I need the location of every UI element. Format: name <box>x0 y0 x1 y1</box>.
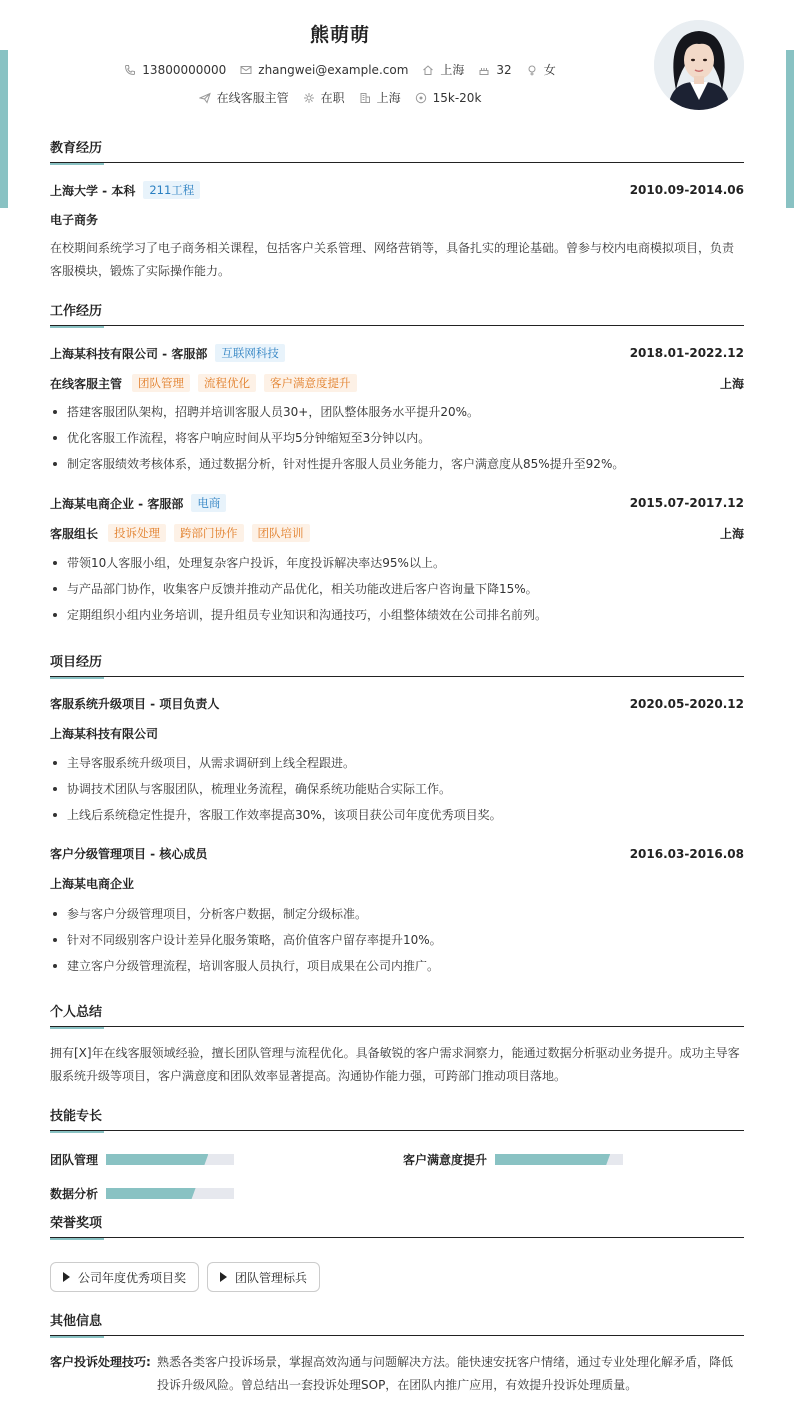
skills-title: 技能专长 <box>50 1109 103 1124</box>
education-heading <box>50 140 744 163</box>
gender-text: 女 <box>543 63 556 77</box>
job-date: 2018.01-2022.12 <box>629 346 744 360</box>
education-header-row <box>50 181 744 199</box>
major-name: 电子商务 <box>50 213 99 227</box>
other-title: 其他信息 <box>50 1314 103 1329</box>
job-location: 上海 <box>719 376 744 391</box>
candidate-name: 熊萌萌 <box>309 24 370 46</box>
skill-level-fill <box>106 1188 196 1199</box>
avatar <box>654 20 744 110</box>
list-item: 与产品部门协作，收集客户反馈并推动产品优化，相关功能改进后客户咨询量下降15%。 <box>50 580 744 606</box>
project-heading <box>50 654 744 677</box>
heading-accent-line <box>50 1336 104 1338</box>
project-company-row <box>50 725 744 742</box>
award-name: 团队管理标兵 <box>235 1270 308 1285</box>
summary-text: 拥有[X]年在线客服领域经验，擅长团队管理与流程优化。具备敏锐的客户需求洞察力，能通过数据分析驱动业务提升。成功主导客服系统升级等项目，客户满意度和团队效率显著提高。沟通协作能力强，可跨部门推动项目落地。 <box>50 1046 740 1083</box>
summary-section <box>50 1004 744 1094</box>
phone-text: 13800000000 <box>142 62 227 77</box>
skill-tag: 投诉处理 <box>108 524 166 542</box>
award-item <box>207 1262 320 1292</box>
skill-level-bar <box>495 1154 623 1165</box>
skills-section <box>50 1108 744 1208</box>
awards-heading <box>50 1215 744 1238</box>
age-icon <box>478 64 490 76</box>
skills-heading <box>50 1108 744 1131</box>
job-intent-row <box>0 89 680 106</box>
target-city-text: 上海 <box>376 91 401 105</box>
list-item: 协调技术团队与客服团队，梳理业务流程，确保系统功能贴合实际工作。 <box>50 780 744 806</box>
skill-level-fill <box>106 1154 208 1165</box>
heading-accent-line <box>50 1027 104 1029</box>
skill-item <box>50 1185 234 1202</box>
company-name: 上海某电商企业 - 客服部 <box>50 496 184 511</box>
award-item <box>50 1262 199 1292</box>
awards-section <box>50 1215 744 1295</box>
skill-level-fill <box>495 1154 610 1165</box>
project-name: 客服系统升级项目 - 项目负责人 <box>50 697 220 711</box>
job-location: 上海 <box>719 526 744 541</box>
project-company: 上海某电商企业 <box>50 877 135 891</box>
position-name: 在线客服主管 <box>50 376 123 391</box>
skill-tag: 流程优化 <box>198 374 256 392</box>
list-item: 带领10人客服小组，处理复杂客户投诉，年度投诉解决率达95%以上。 <box>50 554 744 580</box>
building-icon <box>359 92 371 104</box>
industry-tag: 互联网科技 <box>215 344 285 362</box>
skill-item <box>50 1151 234 1168</box>
project-bullet-list <box>50 754 744 832</box>
info-city <box>422 61 464 78</box>
skill-tag: 跨部门协作 <box>174 524 244 542</box>
mail-icon <box>240 64 252 76</box>
summary-heading <box>50 1004 744 1027</box>
summary-title: 个人总结 <box>50 1005 103 1020</box>
info-status <box>303 89 345 106</box>
other-heading <box>50 1313 744 1336</box>
skill-name: 团队管理 <box>50 1153 99 1167</box>
phone-icon <box>124 64 136 76</box>
info-target-position <box>199 89 289 106</box>
triangle-bullet-icon <box>63 1272 70 1282</box>
project-header-row <box>50 845 744 862</box>
other-info-label: 客户投诉处理技巧: <box>50 1355 151 1369</box>
email-text: zhangwei@example.com <box>258 62 409 77</box>
send-icon <box>199 92 211 104</box>
list-item: 建立客户分级管理流程，培训客服人员执行，项目成果在公司内推广。 <box>50 957 744 983</box>
age-text: 32 <box>496 62 512 77</box>
job-bullet-list <box>50 554 744 632</box>
list-item: 定期组织小组内业务培训，提升组员专业知识和沟通技巧，小组整体绩效在公司排名前列。 <box>50 606 744 632</box>
skill-tag: 团队培训 <box>252 524 310 542</box>
education-description: 在校期间系统学习了电子商务相关课程，包括客户关系管理、网络营销等，具备扎实的理论基础。曾参与校内电商模拟项目，负责客服模块，锻炼了实际操作能力。 <box>50 241 735 278</box>
project-company: 上海某科技有限公司 <box>50 727 159 741</box>
list-item: 搭建客服团队架构，招聘并培训客服人员30+，团队整体服务水平提升20%。 <box>50 403 744 429</box>
job-header-row <box>50 494 744 512</box>
triangle-bullet-icon <box>220 1272 227 1282</box>
skill-level-bar <box>106 1188 234 1199</box>
education-date: 2010.09-2014.06 <box>629 183 744 197</box>
contact-row <box>0 61 680 78</box>
industry-tag: 电商 <box>191 494 226 512</box>
award-name: 公司年度优秀项目奖 <box>78 1270 187 1285</box>
work-section <box>50 303 744 633</box>
info-gender <box>526 61 556 78</box>
job-bullet-list <box>50 403 744 481</box>
other-info-text: 熟悉各类客户投诉场景，掌握高效沟通与问题解决方法。能快速安抚客户情绪，通过专业处理化解矛盾，降低投诉升级风险。曾总结出一套投诉处理SOP，在团队内推广应用，有效提升投诉处理质量。 <box>157 1355 734 1392</box>
list-item: 优化客服工作流程，将客户响应时间从平均5分钟缩短至3分钟以内。 <box>50 429 744 455</box>
info-email <box>240 63 408 77</box>
project-date: 2016.03-2016.08 <box>629 846 744 861</box>
gender-icon <box>526 64 538 76</box>
education-title: 教育经历 <box>50 141 103 156</box>
project-bullet-list <box>50 905 744 983</box>
work-heading <box>50 303 744 326</box>
heading-accent-line <box>50 1238 104 1240</box>
job-header-row <box>50 344 744 362</box>
status-icon <box>303 92 315 104</box>
info-salary <box>415 91 482 105</box>
skill-name: 数据分析 <box>50 1187 99 1201</box>
home-icon <box>422 64 434 76</box>
heading-accent-line <box>50 326 104 328</box>
status-text: 在职 <box>320 91 345 105</box>
school-name: 上海大学 - 本科 <box>50 183 136 198</box>
school-tag: 211工程 <box>143 181 200 199</box>
info-phone <box>124 63 226 77</box>
work-title: 工作经历 <box>50 304 103 319</box>
salary-text: 15k-20k <box>432 90 482 105</box>
company-name: 上海某科技有限公司 - 客服部 <box>50 346 208 361</box>
skill-level-bar <box>106 1154 234 1165</box>
salary-icon <box>415 92 427 104</box>
resume-header <box>0 0 794 120</box>
education-section <box>50 140 744 290</box>
award-list <box>50 1262 744 1294</box>
target-position-text: 在线客服主管 <box>216 91 289 105</box>
project-section <box>50 654 744 984</box>
job-position-row <box>50 524 744 542</box>
project-date: 2020.05-2020.12 <box>629 696 744 711</box>
portrait-photo <box>654 20 744 110</box>
city-text: 上海 <box>440 63 465 77</box>
skill-tag: 客户满意度提升 <box>264 374 357 392</box>
project-title: 项目经历 <box>50 655 103 670</box>
position-name: 客服组长 <box>50 526 99 541</box>
list-item: 制定客服绩效考核体系，通过数据分析，针对性提升客服人员业务能力，客户满意度从85%提升至92%。 <box>50 455 744 481</box>
project-company-row <box>50 875 744 892</box>
skill-name: 客户满意度提升 <box>403 1153 488 1167</box>
project-header-row <box>50 695 744 712</box>
job-date: 2015.07-2017.12 <box>629 496 744 510</box>
other-info-row <box>50 1351 744 1397</box>
job-position-row <box>50 374 744 392</box>
awards-title: 荣誉奖项 <box>50 1216 103 1231</box>
info-target-city <box>359 89 401 106</box>
other-section <box>50 1313 744 1398</box>
info-age <box>478 63 511 77</box>
list-item: 参与客户分级管理项目，分析客户数据，制定分级标准。 <box>50 905 744 931</box>
skill-item <box>403 1151 623 1168</box>
project-name: 客户分级管理项目 - 核心成员 <box>50 847 208 861</box>
heading-accent-line <box>50 163 104 165</box>
major-row <box>50 211 744 228</box>
heading-accent-line <box>50 1131 104 1133</box>
list-item: 主导客服系统升级项目，从需求调研到上线全程跟进。 <box>50 754 744 780</box>
heading-accent-line <box>50 677 104 679</box>
skill-tag: 团队管理 <box>132 374 190 392</box>
list-item: 针对不同级别客户设计差异化服务策略，高价值客户留存率提升10%。 <box>50 931 744 957</box>
list-item: 上线后系统稳定性提升，客服工作效率提高30%，该项目获公司年度优秀项目奖。 <box>50 806 744 832</box>
